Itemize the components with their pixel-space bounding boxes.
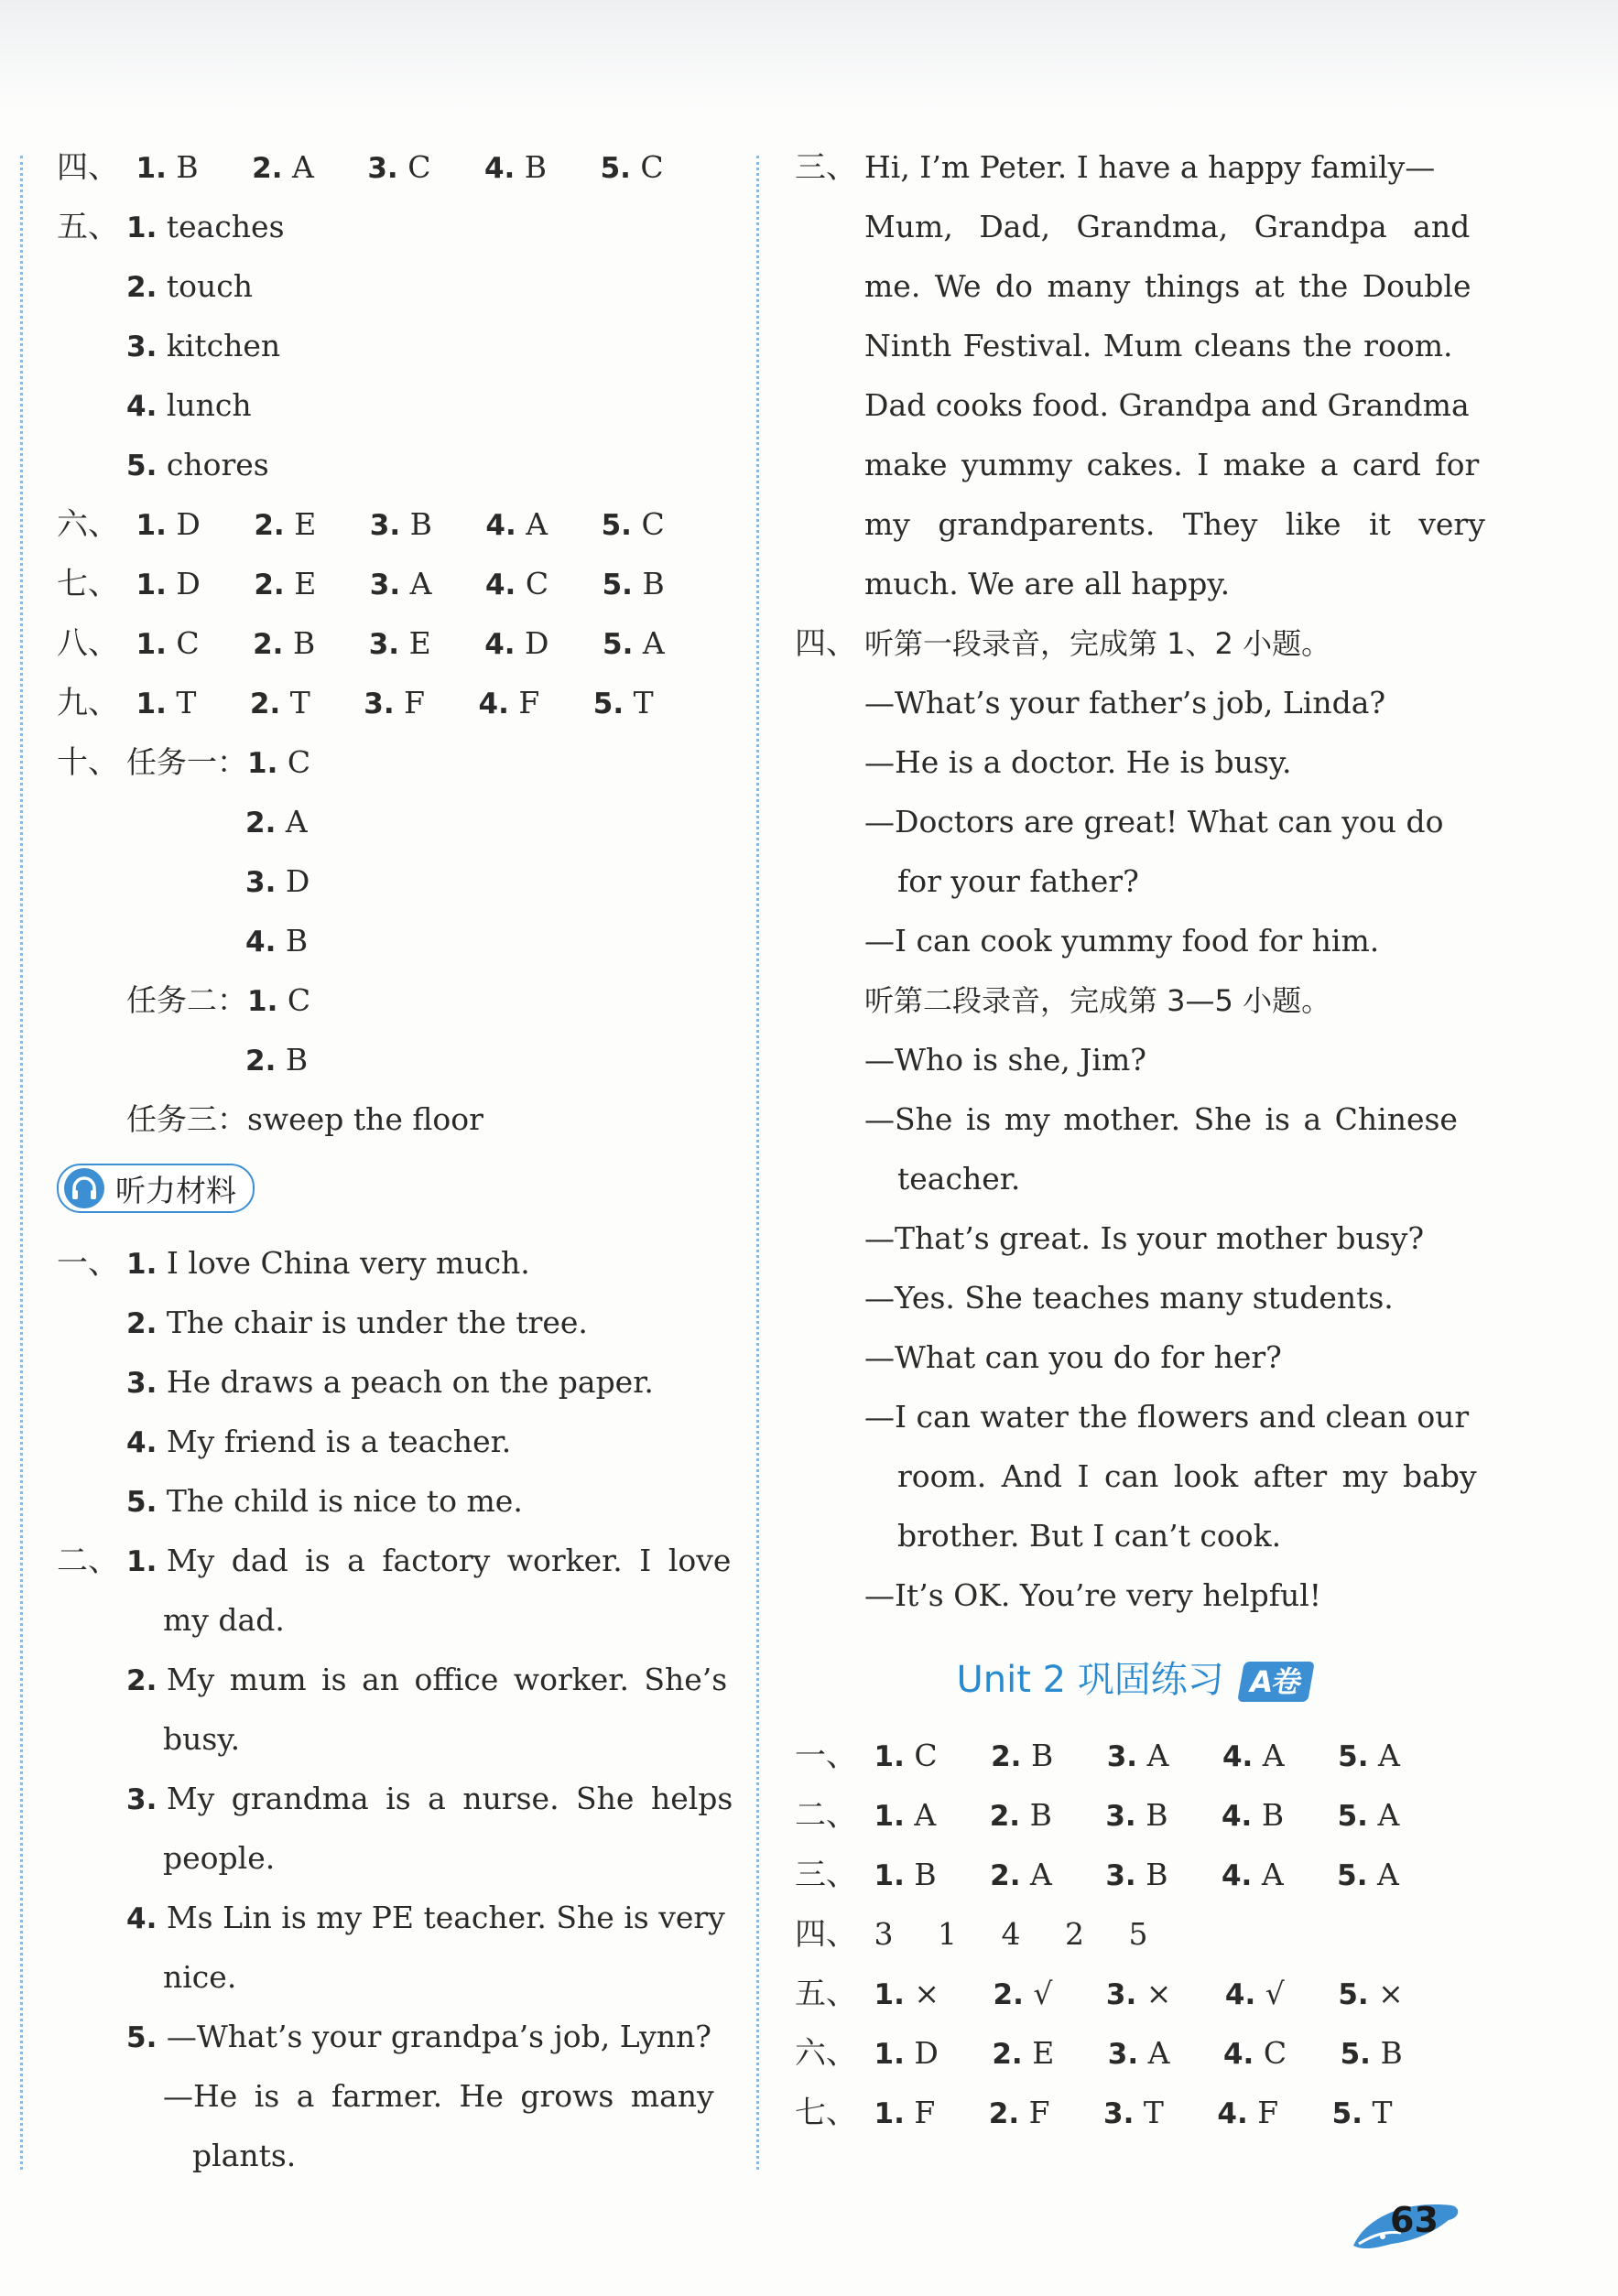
answer: A — [1378, 1738, 1400, 1773]
order-value: 4 — [1001, 1916, 1021, 1952]
item-number: 5. — [1338, 1978, 1369, 2011]
answer-row-q10-task3 — [57, 1089, 734, 1149]
item-number: 1. — [874, 1740, 905, 1773]
answer: T — [1372, 2095, 1393, 2130]
sentence: My mum is an office worker. She’s — [166, 1662, 728, 1697]
listening-row-2-2 — [57, 1650, 734, 1709]
item-number: 1. — [126, 1248, 157, 1281]
answer-row-u4 — [795, 1904, 1472, 1964]
dialogue-line: —I can water the flowers and clean our — [864, 1399, 1470, 1435]
answer: B — [176, 149, 199, 185]
item-number: 5. — [601, 509, 632, 542]
answer: C — [641, 506, 665, 542]
answer-row-q8 — [57, 613, 734, 673]
section-label: 四、 — [795, 625, 857, 662]
left-column — [57, 137, 734, 2185]
section-label: 九、 — [57, 685, 119, 721]
item-number: 4. — [1221, 1800, 1253, 1833]
section-label: 六、 — [57, 506, 119, 543]
answer: B — [285, 1042, 309, 1078]
item-number: 2. — [126, 271, 157, 304]
section-label: 十、 — [57, 744, 119, 781]
passage-line-7 — [795, 494, 1485, 554]
sentence-cont: people. — [163, 1840, 276, 1876]
passage-text: Mum, Dad, Grandma, Grandpa and — [864, 209, 1471, 244]
item-number: 3. — [126, 1783, 157, 1816]
listening-row-2-1b — [57, 1590, 734, 1650]
item-number: 5. — [126, 1486, 157, 1519]
sentence: The chair is under the tree. — [166, 1305, 588, 1340]
item-number: 4. — [1222, 1740, 1254, 1773]
page-number-badge — [1346, 2193, 1465, 2257]
item-number: 2. — [991, 1740, 1022, 1773]
page-number: 63 — [1390, 2200, 1439, 2240]
item-number: 3. — [369, 509, 401, 542]
item-number: 4. — [1221, 1859, 1253, 1892]
answer-row-q7 — [57, 554, 734, 613]
answer: C — [287, 982, 311, 1018]
dialogue-line: —Yes. She teaches many students. — [864, 1280, 1394, 1316]
item-number: 4. — [245, 926, 277, 958]
item-number: 3. — [369, 569, 401, 601]
answer: B — [1146, 1797, 1168, 1833]
passage-text: Ninth Festival. Mum cleans the room. — [864, 328, 1453, 363]
answer: T — [1143, 2095, 1164, 2130]
passage-line-2 — [795, 197, 1472, 256]
item-number: 1. — [874, 2097, 905, 2130]
dialogue-line: —She is my mother. She is a Chinese — [864, 1101, 1458, 1137]
item-number: 2. — [254, 509, 285, 542]
answer: A — [1377, 1857, 1399, 1892]
item-number: 2. — [252, 152, 283, 185]
answer-row-q10-task1-4 — [57, 911, 734, 970]
answer-row-u1 — [795, 1726, 1472, 1785]
answer: A — [409, 566, 432, 601]
unit-heading — [795, 1634, 1472, 1726]
item-number: 4. — [1224, 1978, 1256, 2011]
item-number: 3. — [1105, 1978, 1137, 2011]
answer: E — [408, 625, 431, 661]
answer: × — [914, 1976, 940, 2011]
item-number: 4. — [478, 688, 509, 720]
instruction: 听第二段录音，完成第 3—5 小题。 — [864, 983, 1331, 1018]
dialogue-line: teacher. — [897, 1161, 1021, 1197]
passage-line-4 — [795, 316, 1472, 375]
item-number: 4. — [126, 390, 157, 423]
listening-row-2-4b — [57, 1947, 734, 2007]
answer: A — [1146, 1738, 1169, 1773]
item-number: 5. — [1337, 1859, 1368, 1892]
dialogue-2-line-7 — [795, 1387, 1472, 1446]
sentence: My friend is a teacher. — [166, 1424, 512, 1459]
listening-row-2-5 — [57, 2007, 734, 2066]
answer: B — [1029, 1797, 1052, 1833]
item-number: 3. — [126, 330, 157, 363]
answer: √ — [1265, 1976, 1285, 2011]
answer-row-q6 — [57, 494, 734, 554]
listening-row-2-3 — [57, 1769, 734, 1828]
section-label: 二、 — [57, 1543, 119, 1579]
answer: B — [409, 506, 432, 542]
passage-line-6 — [795, 435, 1480, 494]
item-number: 5. — [1331, 2097, 1363, 2130]
item-number: 3. — [367, 152, 398, 185]
passage-text: Dad cooks food. Grandpa and Grandma — [864, 387, 1470, 423]
item-number: 1. — [136, 509, 167, 542]
item-number: 4. — [1217, 2097, 1248, 2130]
page-top-band — [0, 0, 1618, 110]
item-number: 5. — [603, 628, 634, 661]
listening-row-1-5 — [57, 1471, 734, 1531]
answer: B — [914, 1857, 937, 1892]
item-number: 1. — [874, 1859, 905, 1892]
passage-text: Hi, I’m Peter. I have a happy family— — [864, 149, 1436, 185]
dialogue-2-line-4 — [795, 1208, 1472, 1268]
sentence-cont: my dad. — [163, 1602, 285, 1638]
dialogue-line: —I can cook yummy food for him. — [864, 923, 1380, 958]
answer: T — [176, 685, 197, 720]
answer: √ — [1033, 1976, 1053, 2011]
answer: sweep the floor — [247, 1101, 483, 1137]
item-number: 5. — [602, 569, 633, 601]
answer: B — [285, 923, 309, 958]
answer: A — [1147, 2035, 1170, 2071]
answer: F — [1257, 2095, 1279, 2130]
listening-section-tag — [57, 1162, 734, 1215]
answer-row-u6 — [795, 2023, 1472, 2083]
item-number: 3. — [1105, 1859, 1136, 1892]
order-value: 3 — [874, 1916, 894, 1952]
answer: × — [1146, 1976, 1172, 2011]
listening-row-1-1 — [57, 1233, 734, 1293]
item-number: 1. — [247, 985, 278, 1018]
item-number: 1. — [874, 1800, 905, 1833]
answer: D — [176, 566, 201, 601]
right-column — [795, 137, 1485, 2142]
answer: C — [525, 566, 549, 601]
answer-row-q5-1 — [57, 197, 734, 256]
item-number: 5. — [1340, 2038, 1371, 2071]
answer-row-q4 — [57, 137, 734, 197]
dialogue-line: —What’s your grandpa’s job, Lynn? — [166, 2019, 711, 2054]
passage-text: me. We do many things at the Double — [864, 268, 1471, 304]
answer: A — [1261, 1857, 1284, 1892]
answer: E — [294, 506, 317, 542]
answer: C — [914, 1738, 938, 1773]
answer: D — [525, 625, 549, 661]
unit-title-text: Unit 2 巩固练习 — [956, 1659, 1224, 1701]
item-number: 2. — [126, 1307, 157, 1340]
answer: D — [914, 2035, 939, 2071]
answer: B — [1030, 1738, 1054, 1773]
dialogue-line: —Doctors are great! What can you do — [864, 804, 1444, 839]
dialogue-2-line-9 — [795, 1506, 1472, 1565]
answer: T — [289, 685, 310, 720]
item-number: 5. — [600, 152, 631, 185]
sentence: The child is nice to me. — [166, 1483, 523, 1519]
listening-row-1-3 — [57, 1352, 734, 1412]
item-number: 2. — [989, 1800, 1021, 1833]
dialogue-2-line-2 — [795, 1089, 1472, 1149]
section-label: 五、 — [795, 1976, 857, 2012]
dialogue-2-line-8 — [795, 1446, 1477, 1506]
answer: lunch — [166, 387, 252, 423]
item-number: 2. — [245, 1045, 277, 1078]
column-divider — [756, 156, 759, 2170]
dialogue-line: —He is a farmer. He grows many — [163, 2078, 714, 2114]
dialogue-2-line-3 — [795, 1149, 1472, 1208]
passage-line-8 — [795, 554, 1472, 613]
dialogue-intro-2 — [795, 970, 1472, 1030]
dialogue-cont: plants. — [192, 2138, 297, 2173]
answer-row-q10-task1 — [57, 732, 734, 792]
answer: A — [1262, 1738, 1285, 1773]
dialogue-line: —That’s great. Is your mother busy? — [864, 1220, 1425, 1256]
item-number: 3. — [126, 1367, 157, 1400]
dialogue-2-line-6 — [795, 1327, 1472, 1387]
item-number: 1. — [247, 747, 278, 780]
answer: A — [1377, 1797, 1400, 1833]
answer-row-q5-3 — [57, 316, 734, 375]
item-number: 5. — [126, 449, 157, 482]
item-number: 4. — [126, 1426, 157, 1459]
listening-row-2-3b — [57, 1828, 734, 1888]
section-label: 三、 — [795, 1857, 857, 1893]
listening-row-2-1 — [57, 1531, 734, 1590]
answer: F — [518, 685, 540, 720]
answer-row-q9 — [57, 673, 734, 732]
item-number: 3. — [1105, 1800, 1136, 1833]
answer: A — [526, 506, 548, 542]
answer-row-q10-task2 — [57, 970, 734, 1030]
answer: C — [287, 744, 311, 780]
answer-row-q5-5 — [57, 435, 734, 494]
answer: B — [1380, 2035, 1403, 2071]
answer: teaches — [166, 209, 285, 244]
item-number: 1. — [126, 1545, 157, 1578]
item-number: 1. — [136, 152, 167, 185]
listening-row-1-4 — [57, 1412, 734, 1471]
answer: F — [1028, 2095, 1050, 2130]
item-number: 5. — [1337, 1800, 1368, 1833]
item-number: 3. — [368, 628, 400, 661]
section-label: 四、 — [795, 1916, 857, 1953]
sentence-cont: nice. — [163, 1959, 237, 1995]
sentence: Ms Lin is my PE teacher. She is very — [166, 1900, 725, 1935]
item-number: 2. — [988, 2097, 1020, 2130]
headphones-icon — [64, 1168, 104, 1208]
sentence: My grandma is a nurse. She helps — [166, 1781, 733, 1816]
item-number: 1. — [136, 569, 167, 601]
dialogue-line: —It’s OK. You’re very helpful! — [864, 1577, 1322, 1613]
answer: D — [285, 863, 310, 899]
item-number: 2. — [993, 1978, 1024, 2011]
listening-row-2-4 — [57, 1888, 734, 1947]
answer: × — [1378, 1976, 1404, 2011]
item-number: 1. — [136, 688, 167, 720]
answer: B — [524, 149, 548, 185]
dialogue-1-line-1 — [795, 673, 1472, 732]
item-number: 5. — [1338, 1740, 1369, 1773]
dialogue-2-line-5 — [795, 1268, 1472, 1327]
dialogue-intro-1 — [795, 613, 1472, 673]
dialogue-1-line-5 — [795, 911, 1472, 970]
section-label: 三、 — [795, 149, 857, 186]
item-number: 4. — [484, 628, 516, 661]
section-label: 二、 — [795, 1797, 857, 1834]
answer: T — [633, 685, 654, 720]
section-label: 五、 — [57, 209, 119, 245]
item-number: 2. — [249, 688, 281, 720]
item-number: 3. — [1107, 2038, 1139, 2071]
answer: C — [640, 149, 664, 185]
listening-row-2-5c — [57, 2126, 734, 2185]
task-label: 任务三： — [126, 1101, 247, 1137]
passage-line-5 — [795, 375, 1472, 435]
answer-row-q10-task2-2 — [57, 1030, 734, 1089]
answer: B — [1261, 1797, 1285, 1833]
answer-row-u3 — [795, 1845, 1472, 1904]
order-value: 5 — [1128, 1916, 1148, 1952]
passage-line-3 — [795, 256, 1472, 316]
instruction: 听第一段录音，完成第 1、2 小题。 — [864, 626, 1331, 661]
dialogue-2-line-1 — [795, 1030, 1472, 1089]
sentence: My dad is a factory worker. I love — [166, 1543, 732, 1578]
dialogue-line: for your father? — [897, 863, 1139, 899]
sentence-cont: busy. — [163, 1721, 241, 1757]
item-number: 2. — [245, 807, 277, 839]
listening-row-2-5b — [57, 2066, 734, 2126]
answer: F — [404, 685, 426, 720]
answer: A — [914, 1797, 937, 1833]
answer: A — [1029, 1857, 1052, 1892]
dialogue-2-line-10 — [795, 1565, 1472, 1625]
answer-row-u2 — [795, 1785, 1472, 1845]
answer: A — [291, 149, 314, 185]
item-number: 5. — [126, 2021, 157, 2054]
answer: B — [642, 566, 665, 601]
section-label: 八、 — [57, 625, 119, 662]
answer: C — [1263, 2035, 1287, 2071]
answer-row-q10-task1-2 — [57, 792, 734, 851]
item-number: 4. — [1222, 2038, 1254, 2071]
dialogue-line: room. And I can look after my baby — [897, 1458, 1477, 1494]
item-number: 4. — [485, 509, 516, 542]
item-number: 2. — [126, 1664, 157, 1697]
answer: B — [1146, 1857, 1168, 1892]
item-number: 1. — [874, 1978, 905, 2011]
sentence: I love China very much. — [166, 1245, 530, 1281]
passage-text: my grandparents. They like it very — [864, 506, 1485, 542]
answer: kitchen — [166, 328, 281, 363]
passage-line-1 — [795, 137, 1472, 197]
answer: A — [285, 804, 308, 839]
listening-tag-label: 听力材料 — [115, 1172, 236, 1208]
section-label: 一、 — [795, 1738, 857, 1774]
item-number: 5. — [592, 688, 624, 720]
task-label: 任务二： — [126, 982, 247, 1018]
item-number: 2. — [254, 569, 285, 601]
dialogue-line: —He is a doctor. He is busy. — [864, 744, 1292, 780]
section-label: 七、 — [57, 566, 119, 602]
answer: C — [407, 149, 431, 185]
dialogue-1-line-2 — [795, 732, 1472, 792]
answer: chores — [166, 447, 269, 482]
answer: D — [176, 506, 201, 542]
section-label: 六、 — [795, 2035, 857, 2072]
item-number: 4. — [483, 152, 516, 185]
order-value: 1 — [938, 1916, 957, 1952]
answer: C — [176, 625, 200, 661]
dialogue-line: brother. But I can’t cook. — [897, 1518, 1282, 1554]
dialogue-1-line-3 — [795, 792, 1472, 851]
answer: A — [642, 625, 665, 661]
answer: B — [292, 625, 316, 661]
dialogue-line: —Who is she, Jim? — [864, 1042, 1146, 1078]
answer-row-q5-4 — [57, 375, 734, 435]
dialogue-line: —What’s your father’s job, Linda? — [864, 685, 1386, 720]
section-label: 七、 — [795, 2095, 857, 2131]
answer-row-u5 — [795, 1964, 1472, 2023]
item-number: 3. — [1106, 1740, 1138, 1773]
order-value: 2 — [1065, 1916, 1084, 1952]
listening-tag-pill — [57, 1164, 255, 1213]
item-number: 2. — [990, 1859, 1021, 1892]
answer: F — [914, 2095, 936, 2130]
task-label: 任务一： — [126, 744, 247, 780]
section-label: 四、 — [57, 149, 119, 186]
section-label: 一、 — [57, 1245, 119, 1282]
listening-row-2-2b — [57, 1709, 734, 1769]
left-margin-dots — [20, 156, 23, 2170]
item-number: 1. — [126, 211, 157, 244]
item-number: 1. — [874, 2038, 905, 2071]
dialogue-1-line-4 — [795, 851, 1472, 911]
answer-row-u7 — [795, 2083, 1472, 2142]
unit-badge: A卷 — [1237, 1662, 1315, 1702]
answer: E — [1032, 2035, 1055, 2071]
sentence: He draws a peach on the paper. — [166, 1364, 654, 1400]
item-number: 3. — [245, 866, 277, 899]
item-number: 2. — [253, 628, 284, 661]
answer-row-q10-task1-3 — [57, 851, 734, 911]
passage-text: make yummy cakes. I make a card for — [864, 447, 1480, 482]
item-number: 3. — [364, 688, 395, 720]
item-number: 4. — [484, 569, 516, 601]
passage-text: much. We are all happy. — [864, 566, 1231, 601]
answer-row-q5-2 — [57, 256, 734, 316]
item-number: 3. — [1103, 2097, 1135, 2130]
item-number: 2. — [992, 2038, 1023, 2071]
dialogue-line: —What can you do for her? — [864, 1339, 1282, 1375]
answer: E — [294, 566, 317, 601]
item-number: 1. — [136, 628, 167, 661]
answer: touch — [166, 268, 253, 304]
listening-row-1-2 — [57, 1293, 734, 1352]
item-number: 4. — [126, 1902, 157, 1935]
